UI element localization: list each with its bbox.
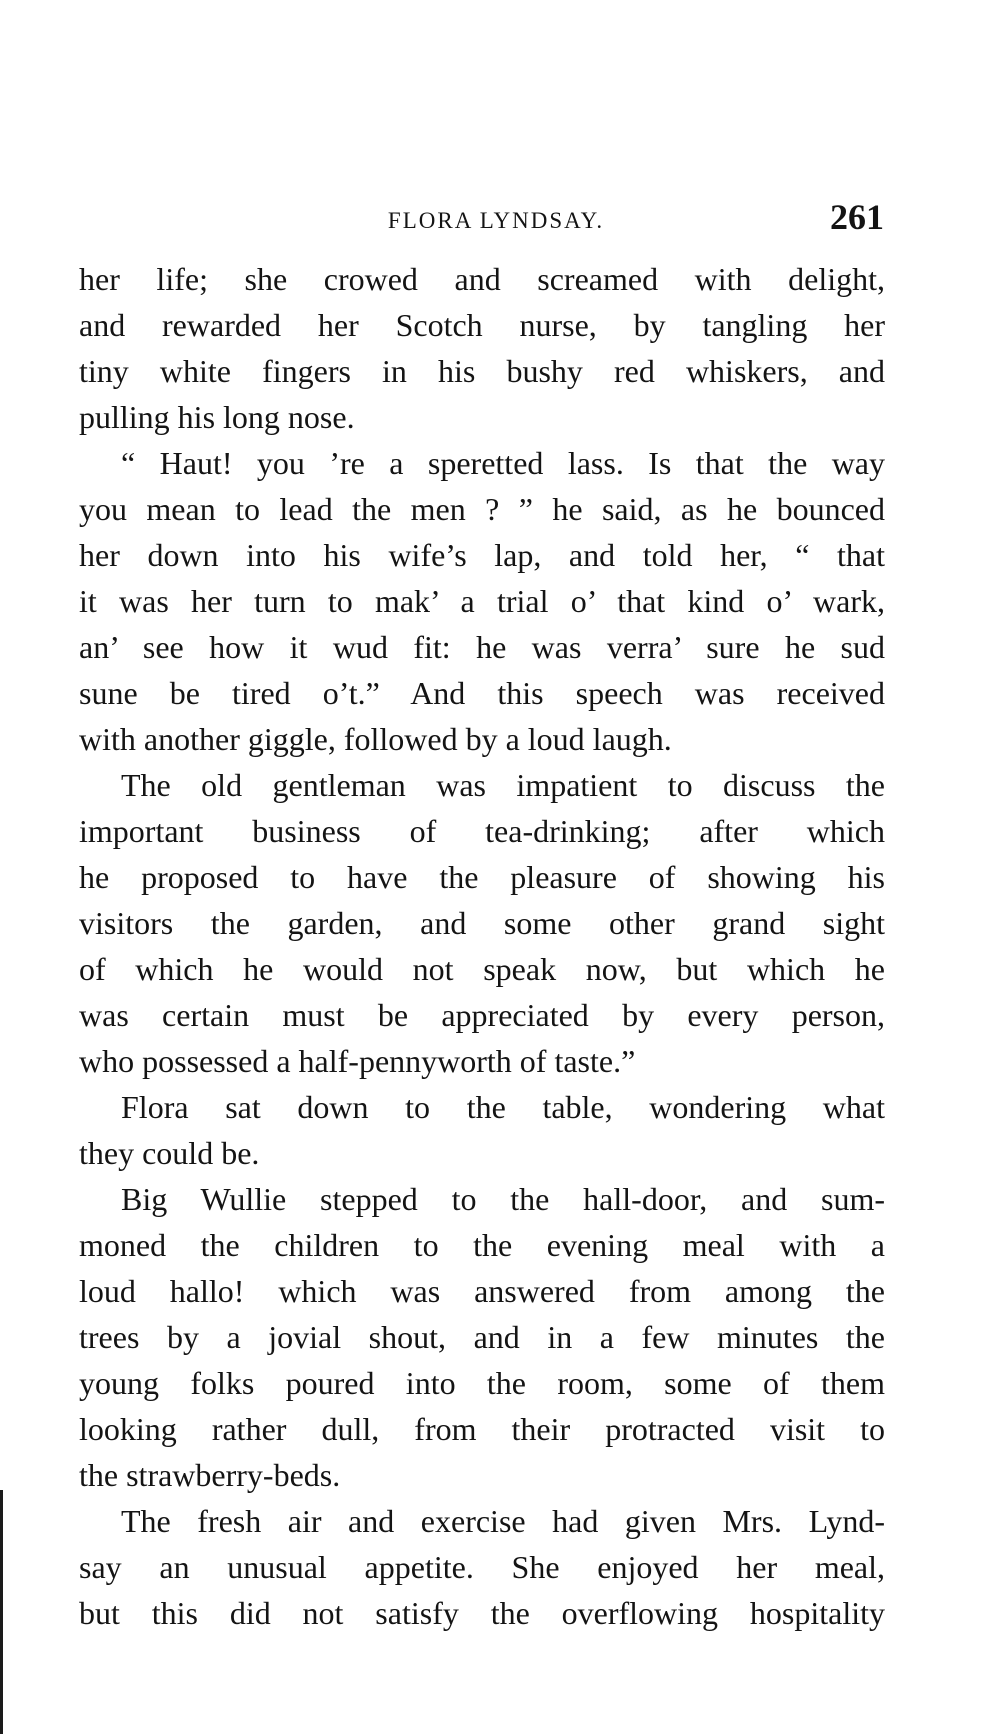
- text-line: important business of tea-drinking; after which: [79, 813, 885, 849]
- text-line: tiny white fingers in his bushy red whiskers, and: [79, 353, 885, 389]
- text-line: The fresh air and exercise had given Mrs. Lynd-: [121, 1503, 885, 1539]
- text-line: moned the children to the evening meal with a: [79, 1227, 885, 1263]
- text-line: you mean to lead the men ? ” he said, as he bounced: [79, 491, 885, 527]
- page-number: 261: [830, 197, 884, 237]
- text-line: the strawberry-beds.: [79, 1457, 341, 1493]
- text-line: an’ see how it wud fit: he was verra’ sure he sud: [79, 629, 885, 665]
- text-line: they could be.: [79, 1135, 260, 1171]
- text-line: Flora sat down to the table, wondering what: [121, 1089, 885, 1125]
- text-line: loud hallo! which was answered from among the: [79, 1273, 885, 1309]
- text-line: but this did not satisfy the overflowing hospitality: [79, 1595, 885, 1631]
- text-line: with another giggle, followed by a loud laugh.: [79, 721, 672, 757]
- text-line: sune be tired o’t.” And this speech was received: [79, 675, 885, 711]
- text-line: trees by a jovial shout, and in a few minutes the: [79, 1319, 885, 1355]
- text-line: “ Haut! you ’re a speretted lass. Is that the way: [121, 445, 885, 481]
- body-text: [79, 256, 885, 1636]
- text-line: visitors the garden, and some other grand sight: [79, 905, 885, 941]
- text-line: her down into his wife’s lap, and told her, “ that: [79, 537, 885, 573]
- running-head: [78, 196, 884, 240]
- text-line: and rewarded her Scotch nurse, by tangling her: [79, 307, 885, 343]
- text-line: looking rather dull, from their protracted visit to: [79, 1411, 885, 1447]
- text-line: say an unusual appetite. She enjoyed her meal,: [79, 1549, 885, 1585]
- text-line: was certain must be appreciated by every person,: [79, 997, 885, 1033]
- text-line: young folks poured into the room, some of them: [79, 1365, 885, 1401]
- text-line: he proposed to have the pleasure of showing his: [79, 859, 885, 895]
- text-line: her life; she crowed and screamed with delight,: [79, 261, 885, 297]
- text-line: who possessed a half-pennyworth of taste.”: [79, 1043, 636, 1079]
- scan-edge-line: [0, 1490, 3, 1734]
- text-line: The old gentleman was impatient to discuss the: [121, 767, 885, 803]
- text-line: of which he would not speak now, but which he: [79, 951, 885, 987]
- text-line: it was her turn to mak’ a trial o’ that kind o’ wark,: [79, 583, 885, 619]
- running-title: FLORA LYNDSAY.: [387, 208, 605, 233]
- text-line: pulling his long nose.: [79, 399, 355, 435]
- text-line: Big Wullie stepped to the hall-door, and sum-: [121, 1181, 885, 1217]
